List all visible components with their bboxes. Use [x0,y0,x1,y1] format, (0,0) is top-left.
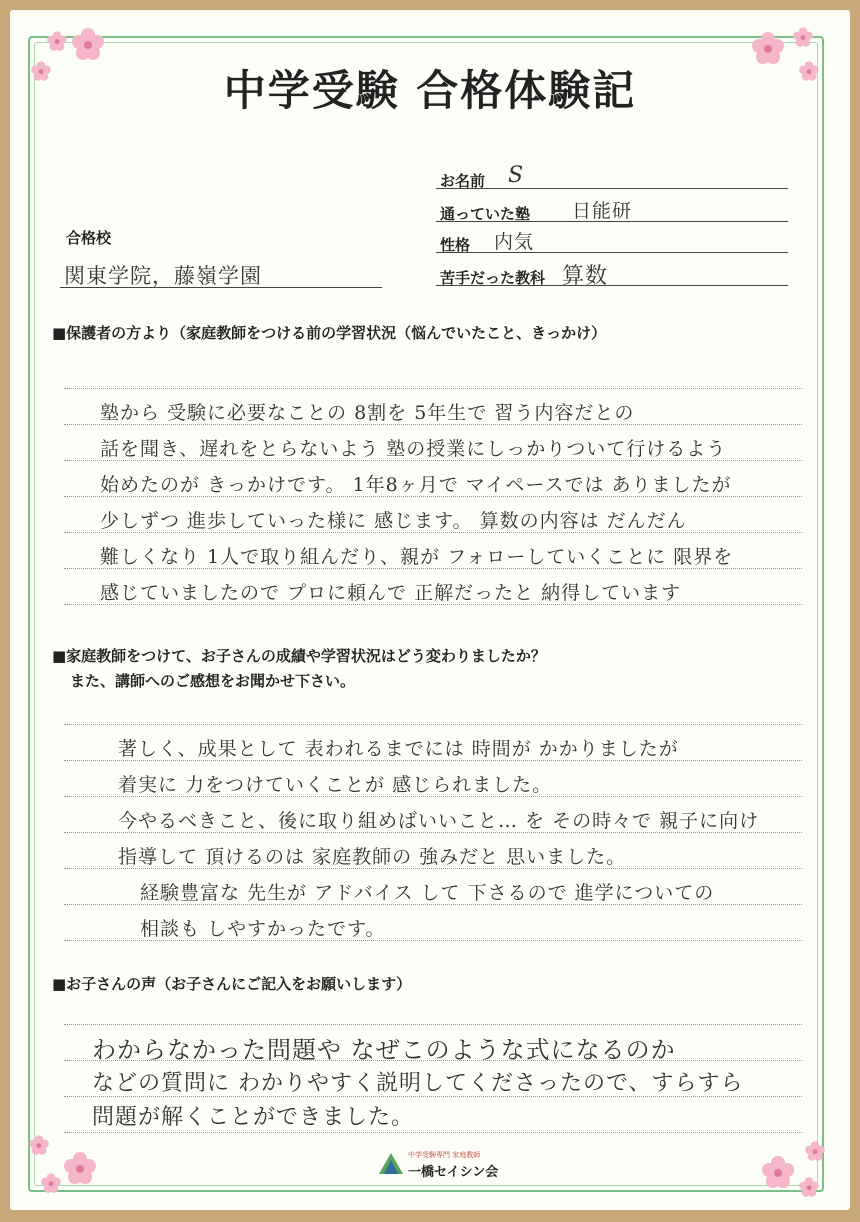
cherry-blossom-icon [28,1134,50,1156]
mountain-logo-icon [378,1152,404,1176]
juku-underline [436,221,788,222]
cherry-blossom-icon [760,1154,796,1190]
section2-line: 今やるべきこと、後に取り組めばいいこと… を その時々で 親子に向け [118,810,760,832]
section2-heading-line2: また、講師へのご感想をお聞かせ下さい。 [70,672,356,690]
personality-label: 性格 [440,236,471,254]
section1-line: 始めたのが きっかけです。 1年8ヶ月で マイペースでは ありましたが [100,474,732,496]
ruled-line [64,1024,802,1025]
weak-subject-label: 苦手だった教科 [440,269,546,287]
ruled-line [64,1132,802,1133]
section3-line: などの質問に わかりやすく説明してくださったので、すらすら [92,1071,744,1096]
school-value: 関東学院，藤嶺学園 [64,264,262,288]
school-label: 合格校 [66,229,112,247]
page-title: 中学受験 合格体験記 [223,66,637,115]
cherry-blossom-icon [46,30,68,52]
name-value: S [508,163,525,188]
section1-line: 話を聞き、遅れをとらないよう 塾の授業にしっかりついて行けるよう [100,438,727,460]
section2-line: 経験豊富な 先生が アドバイス して 下さるので 進学についての [140,882,715,904]
cherry-blossom-icon [804,1140,826,1162]
section2-line: 相談も しやすかったです。 [140,918,386,940]
section3-heading: ■お子さんの声（お子さんにご記入をお願いします） [52,975,412,993]
personality-value: 内気 [494,231,535,253]
section1-line: 塾から 受験に必要なことの 8割を 5年生で 習う内容だとの [100,402,635,424]
logo-tagline: 中学受験専門 家庭教師 [408,1151,481,1159]
juku-value: 日能研 [572,200,633,222]
inner-border-frame [34,42,818,1186]
section1-line: 難しくなり 1人で取り組んだり、親が フォローしていくことに 限界を [100,546,734,568]
section2-line: 着実に 力をつけていくことが 感じられました。 [118,774,553,796]
section3-line: わからなかった問題や なぜこのような式になるのか [92,1036,676,1064]
section1-line: 少しずつ 進歩していった様に 感じます。 算数の内容は だんだん [100,510,687,532]
juku-label: 通っていた塾 [440,205,531,223]
weak-subject-value: 算数 [562,264,609,289]
personality-underline [436,252,788,253]
section2-heading-line1: ■家庭教師をつけて、お子さんの成績や学習状況はどう変わりましたか？ [52,647,546,665]
weak-subject-underline [436,285,788,286]
name-underline [436,188,788,189]
name-label: お名前 [440,172,486,190]
section3-line: 問題が解くことができました。 [92,1105,415,1130]
company-logo [374,1148,514,1180]
section1-heading: ■保護者の方より（家庭教師をつける前の学習状況（悩んでいたこと、きっかけ） [52,324,607,342]
logo-name: 一橋セイシン会 [408,1165,499,1180]
ruled-line [64,724,802,725]
section2-line: 著しく、成果として 表われるまでには 時間が かかりましたが [118,738,679,760]
section1-line: 感じていましたので プロに頼んで 正解だったと 納得しています [100,582,682,604]
cherry-blossom-icon [40,1172,62,1194]
cherry-blossom-icon [792,26,814,48]
cherry-blossom-icon [798,1176,820,1198]
section2-line: 指導して 頂けるのは 家庭教師の 強みだと 思いました。 [118,846,627,868]
cherry-blossom-icon [70,26,106,62]
cherry-blossom-icon [62,1150,98,1186]
school-underline [60,287,382,288]
ruled-line [64,388,802,389]
